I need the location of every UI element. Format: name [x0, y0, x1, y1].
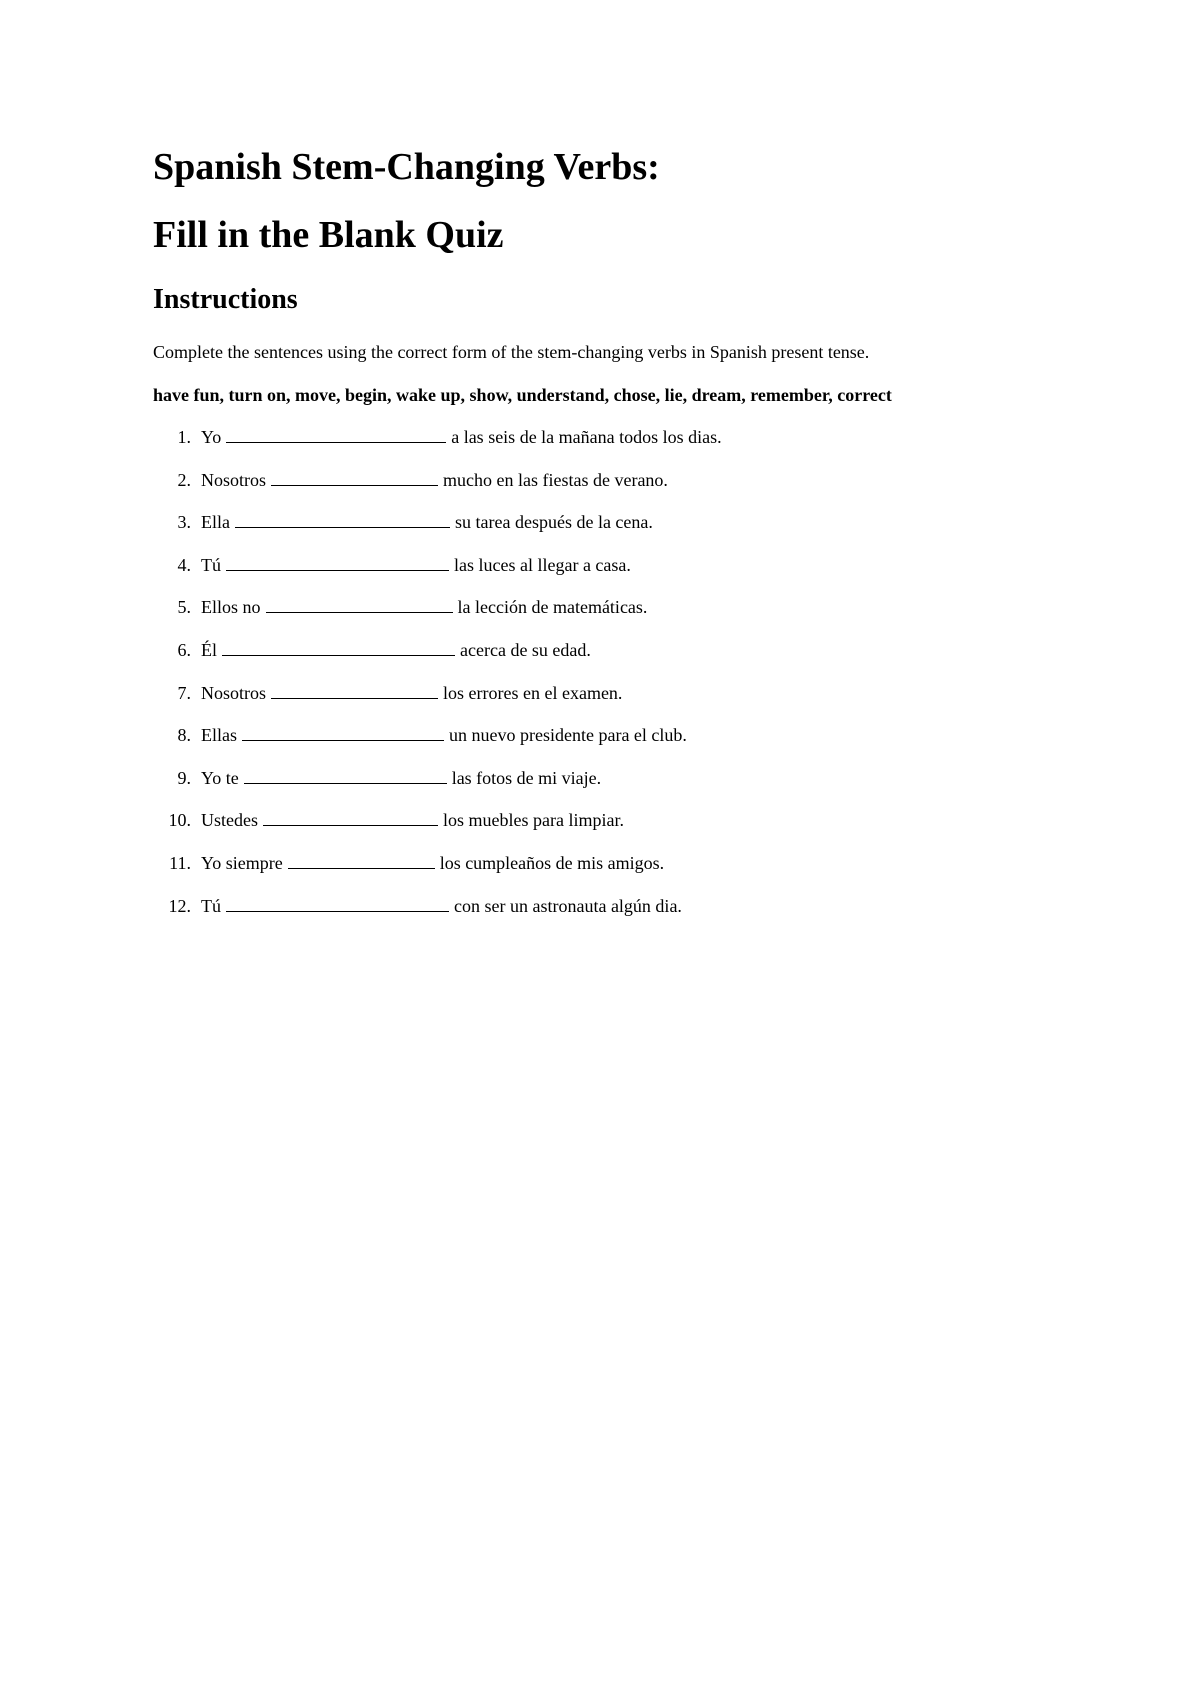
- item-suffix: a las seis de la mañana todos los dias.: [451, 427, 722, 447]
- word-bank: have fun, turn on, move, begin, wake up, show, understand, chose, lie, dream, remember, correct: [153, 385, 892, 405]
- item-number: 7.: [177, 682, 191, 703]
- quiz-item: [153, 726, 722, 769]
- page-title: Spanish Stem-Changing Verbs:: [153, 146, 660, 188]
- quiz-item: [153, 769, 722, 812]
- item-suffix: un nuevo presidente para el club.: [449, 725, 687, 746]
- item-suffix: los errores en el examen.: [443, 682, 623, 703]
- item-prefix: Tú: [201, 554, 221, 575]
- item-number: 5.: [177, 597, 191, 618]
- answer-blank[interactable]: [288, 854, 435, 869]
- item-suffix: la lección de matemáticas.: [457, 597, 648, 618]
- quiz-item: [153, 513, 722, 556]
- item-number: 2.: [177, 469, 191, 490]
- instructions-text: Complete the sentences using the correct form of the stem-changing verbs in Spanish present tense.: [153, 342, 870, 362]
- quiz-item: [153, 811, 722, 854]
- answer-blank[interactable]: [244, 769, 447, 784]
- quiz-list: [153, 428, 722, 939]
- item-prefix: Tú: [201, 895, 221, 916]
- quiz-item: [153, 641, 722, 684]
- answer-blank[interactable]: [266, 598, 453, 613]
- item-prefix: Ellas: [201, 725, 237, 746]
- item-number: 8.: [177, 725, 191, 746]
- item-prefix: Ustedes: [201, 810, 258, 831]
- item-number: 3.: [177, 512, 191, 533]
- item-suffix: su tarea después de la cena.: [455, 512, 653, 533]
- item-suffix: acerca de su edad.: [460, 639, 591, 660]
- answer-blank[interactable]: [263, 811, 438, 826]
- item-prefix: Él: [201, 639, 217, 660]
- answer-blank[interactable]: [242, 726, 444, 741]
- item-prefix: Ellos no: [201, 597, 261, 618]
- item-number: 9.: [177, 767, 191, 788]
- quiz-item: [153, 854, 722, 897]
- item-number: 11.: [169, 852, 191, 873]
- item-number: 12.: [168, 895, 191, 916]
- item-number: 6.: [177, 639, 191, 660]
- answer-blank[interactable]: [226, 897, 449, 912]
- item-suffix: las fotos de mi viaje.: [451, 767, 602, 788]
- answer-blank[interactable]: [271, 684, 438, 699]
- item-suffix: con ser un astronauta algún dia.: [454, 895, 682, 916]
- quiz-item: [153, 556, 722, 599]
- item-prefix: Yo siempre: [201, 852, 283, 873]
- item-suffix: mucho en las fiestas de verano.: [443, 469, 668, 490]
- quiz-item: [153, 598, 722, 641]
- instructions-heading: Instructions: [153, 284, 298, 315]
- item-prefix: Nosotros: [201, 469, 267, 490]
- item-prefix: Ella: [201, 512, 230, 533]
- answer-blank[interactable]: [226, 556, 449, 571]
- item-number: 10.: [168, 810, 191, 831]
- answer-blank[interactable]: [235, 513, 450, 528]
- item-prefix: Yo: [201, 427, 222, 447]
- item-suffix: los muebles para limpiar.: [443, 810, 624, 831]
- quiz-item: [153, 684, 722, 727]
- answer-blank[interactable]: [271, 471, 438, 486]
- item-prefix: Nosotros: [201, 682, 267, 703]
- quiz-item: [153, 897, 722, 940]
- quiz-item: [153, 471, 722, 514]
- answer-blank[interactable]: [226, 428, 446, 443]
- answer-blank[interactable]: [222, 641, 455, 656]
- item-number: 4.: [177, 554, 191, 575]
- page-subtitle: Fill in the Blank Quiz: [153, 214, 504, 256]
- item-suffix: los cumpleaños de mis amigos.: [439, 852, 665, 873]
- item-number: 1.: [177, 427, 191, 447]
- item-suffix: las luces al llegar a casa.: [454, 554, 631, 575]
- item-prefix: Yo te: [201, 767, 239, 788]
- quiz-item: [153, 428, 722, 471]
